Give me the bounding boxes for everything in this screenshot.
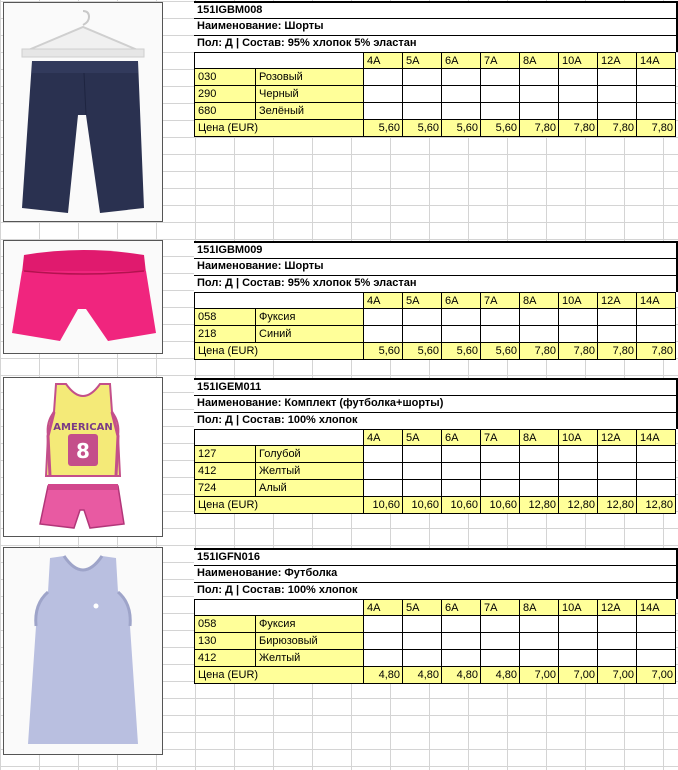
- size-header: 6A: [442, 599, 481, 616]
- color-code: 290: [194, 86, 256, 103]
- price-cell: 7,80: [637, 120, 676, 137]
- price-label: Цена (EUR): [194, 120, 364, 137]
- size-header: 4A: [364, 52, 403, 69]
- svg-text:8: 8: [76, 439, 90, 463]
- color-code: 058: [194, 616, 256, 633]
- size-header: 10A: [559, 429, 598, 446]
- price-label: Цена (EUR): [194, 343, 364, 360]
- price-label: Цена (EUR): [194, 497, 364, 514]
- product-photo: [3, 240, 163, 354]
- size-header: 6A: [442, 52, 481, 69]
- tank-top-shorts-set-image: [4, 378, 162, 536]
- sizes-header-row: [194, 429, 678, 446]
- size-header: 4A: [364, 599, 403, 616]
- product-meta: Пол: Д | Состав: 100% хлопок: [194, 582, 678, 599]
- price-cell: 5,60: [481, 343, 520, 360]
- product-photo: [3, 377, 163, 537]
- color-code: 127: [194, 446, 256, 463]
- product-code: 151IGFN016: [194, 548, 678, 565]
- color-row: [194, 103, 678, 120]
- color-row: [194, 616, 678, 633]
- color-name: Фуксия: [256, 309, 364, 326]
- price-cell: 5,60: [364, 343, 403, 360]
- product-name: Наименование: Комплект (футболка+шорты): [194, 395, 678, 412]
- product-name: Наименование: Футболка: [194, 565, 678, 582]
- navy-shorts-image: [4, 3, 162, 221]
- price-cell: 12,80: [637, 497, 676, 514]
- color-name: Желтый: [256, 463, 364, 480]
- size-header: 12A: [598, 599, 637, 616]
- color-code: 680: [194, 103, 256, 120]
- color-row: [194, 326, 678, 343]
- size-header: 4A: [364, 292, 403, 309]
- size-header: 14A: [637, 292, 676, 309]
- color-row: [194, 463, 678, 480]
- product-photo: [3, 2, 163, 222]
- price-cell: 5,60: [442, 120, 481, 137]
- color-code: 218: [194, 326, 256, 343]
- price-cell: 4,80: [442, 667, 481, 684]
- price-cell: 7,80: [520, 120, 559, 137]
- size-header: 14A: [637, 599, 676, 616]
- color-name: Алый: [256, 480, 364, 497]
- size-header: 12A: [598, 292, 637, 309]
- color-code: 130: [194, 633, 256, 650]
- price-row: [194, 343, 678, 360]
- size-header: 4A: [364, 429, 403, 446]
- price-cell: 12,80: [598, 497, 637, 514]
- price-row: [194, 667, 678, 684]
- size-header: 5A: [403, 429, 442, 446]
- color-name: Желтый: [256, 650, 364, 667]
- price-cell: 4,80: [481, 667, 520, 684]
- size-header: 6A: [442, 429, 481, 446]
- price-cell: 5,60: [403, 343, 442, 360]
- color-name: Фуксия: [256, 616, 364, 633]
- color-code: 412: [194, 463, 256, 480]
- color-row: [194, 309, 678, 326]
- size-header: 8A: [520, 292, 559, 309]
- size-header: 10A: [559, 292, 598, 309]
- price-cell: 12,80: [559, 497, 598, 514]
- price-cell: 7,80: [559, 343, 598, 360]
- color-name: Бирюзовый: [256, 633, 364, 650]
- price-cell: 7,00: [598, 667, 637, 684]
- color-code: 058: [194, 309, 256, 326]
- price-cell: 10,60: [481, 497, 520, 514]
- price-cell: 5,60: [403, 120, 442, 137]
- color-name: Розовый: [256, 69, 364, 86]
- size-header: 14A: [637, 52, 676, 69]
- size-header: 5A: [403, 52, 442, 69]
- size-header: 8A: [520, 52, 559, 69]
- price-row: [194, 120, 678, 137]
- size-header: 10A: [559, 599, 598, 616]
- price-cell: 7,00: [520, 667, 559, 684]
- product-meta: Пол: Д | Состав: 100% хлопок: [194, 412, 678, 429]
- size-header: 10A: [559, 52, 598, 69]
- size-header: 14A: [637, 429, 676, 446]
- size-header: 7A: [481, 292, 520, 309]
- color-row: [194, 480, 678, 497]
- product-name: Наименование: Шорты: [194, 258, 678, 275]
- size-header: 12A: [598, 429, 637, 446]
- color-code: 724: [194, 480, 256, 497]
- size-header: 5A: [403, 292, 442, 309]
- price-cell: 5,60: [481, 120, 520, 137]
- product-photo: [3, 547, 163, 755]
- sizes-header-row: [194, 52, 678, 69]
- price-cell: 5,60: [442, 343, 481, 360]
- size-header: 7A: [481, 52, 520, 69]
- color-row: [194, 650, 678, 667]
- product-meta: Пол: Д | Состав: 95% хлопок 5% эластан: [194, 35, 678, 52]
- lavender-tank-top-image: [4, 548, 162, 754]
- product-code: 151IGEM011: [194, 378, 678, 395]
- price-cell: 7,80: [598, 120, 637, 137]
- color-name: Голубой: [256, 446, 364, 463]
- color-row: [194, 69, 678, 86]
- price-cell: 7,00: [637, 667, 676, 684]
- price-label: Цена (EUR): [194, 667, 364, 684]
- product-code: 151IGBM009: [194, 241, 678, 258]
- size-header: 5A: [403, 599, 442, 616]
- price-cell: 12,80: [520, 497, 559, 514]
- price-cell: 10,60: [364, 497, 403, 514]
- price-cell: 5,60: [364, 120, 403, 137]
- set-print-text: AMERICAN: [53, 422, 113, 433]
- price-cell: 7,80: [637, 343, 676, 360]
- price-cell: 7,00: [559, 667, 598, 684]
- color-row: [194, 633, 678, 650]
- price-cell: 4,80: [403, 667, 442, 684]
- color-name: Зелёный: [256, 103, 364, 120]
- fuchsia-shorts-image: [4, 241, 162, 353]
- price-cell: 4,80: [364, 667, 403, 684]
- product-code: 151IGBM008: [194, 1, 678, 18]
- size-header: 12A: [598, 52, 637, 69]
- size-header: 6A: [442, 292, 481, 309]
- sizes-header-row: [194, 292, 678, 309]
- price-cell: 10,60: [403, 497, 442, 514]
- size-header: 7A: [481, 429, 520, 446]
- size-header: 8A: [520, 599, 559, 616]
- color-row: [194, 86, 678, 103]
- price-row: [194, 497, 678, 514]
- price-cell: 7,80: [559, 120, 598, 137]
- product-meta: Пол: Д | Состав: 95% хлопок 5% эластан: [194, 275, 678, 292]
- size-header: 7A: [481, 599, 520, 616]
- product-name: Наименование: Шорты: [194, 18, 678, 35]
- sizes-header-row: [194, 599, 678, 616]
- size-header: 8A: [520, 429, 559, 446]
- price-cell: 7,80: [520, 343, 559, 360]
- price-cell: 7,80: [598, 343, 637, 360]
- color-code: 412: [194, 650, 256, 667]
- price-cell: 10,60: [442, 497, 481, 514]
- color-name: Синий: [256, 326, 364, 343]
- color-code: 030: [194, 69, 256, 86]
- color-name: Черный: [256, 86, 364, 103]
- color-row: [194, 446, 678, 463]
